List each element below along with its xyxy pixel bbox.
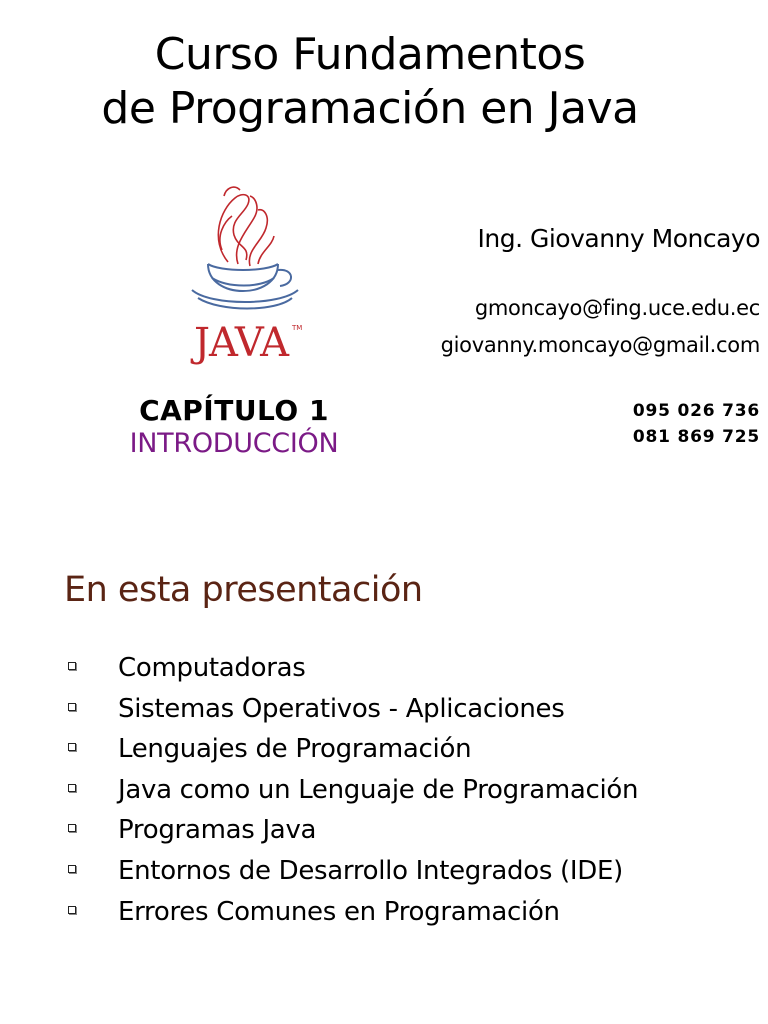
square-bullet-icon xyxy=(68,743,76,751)
java-cup-icon xyxy=(192,264,298,309)
agenda-item-text: Entornos de Desarrollo Integrados (IDE) xyxy=(118,855,623,886)
square-bullet-icon xyxy=(68,906,76,914)
square-bullet-icon xyxy=(68,824,76,832)
agenda-item xyxy=(66,770,638,811)
chapter-title: INTRODUCCIÓN xyxy=(129,428,339,459)
agenda-item-text: Java como un Lenguaje de Programación xyxy=(118,774,639,805)
agenda-item-text: Lenguajes de Programación xyxy=(118,734,472,765)
slide-title xyxy=(0,28,740,136)
agenda-item xyxy=(66,892,638,933)
java-logo xyxy=(180,180,310,375)
square-bullet-icon xyxy=(68,865,76,873)
agenda-item xyxy=(66,851,638,892)
author-name: Ing. Giovanny Moncayo xyxy=(477,224,760,253)
agenda-item-text: Computadoras xyxy=(118,653,306,683)
email-address: giovanny.moncayo@gmail.com xyxy=(440,333,760,357)
phone-number: 095 026 736 xyxy=(632,401,760,421)
java-steam-icon xyxy=(218,187,274,266)
agenda-item-text: Errores Comunes en Programación xyxy=(118,896,560,927)
logo-tm: TM xyxy=(292,324,303,332)
square-bullet-icon xyxy=(68,662,76,670)
square-bullet-icon xyxy=(68,784,76,792)
section-heading: En esta presentación xyxy=(64,570,423,610)
agenda-item xyxy=(66,689,638,730)
agenda-list xyxy=(66,648,638,932)
agenda-item xyxy=(66,810,638,851)
email-address: gmoncayo@fing.uce.edu.ec xyxy=(474,296,760,320)
phone-number: 081 869 725 xyxy=(632,427,760,447)
agenda-item xyxy=(66,729,638,770)
agenda-item-text: Programas Java xyxy=(118,815,317,846)
square-bullet-icon xyxy=(68,703,76,711)
chapter-label: CAPÍTULO 1 xyxy=(139,394,329,427)
agenda-item xyxy=(66,648,638,689)
agenda-item-text: Sistemas Operativos - Aplicaciones xyxy=(118,693,565,724)
logo-text: JAVA xyxy=(194,320,288,366)
title-line-2: de Programación en Java xyxy=(101,83,639,134)
title-line-1: Curso Fundamentos xyxy=(154,29,586,80)
